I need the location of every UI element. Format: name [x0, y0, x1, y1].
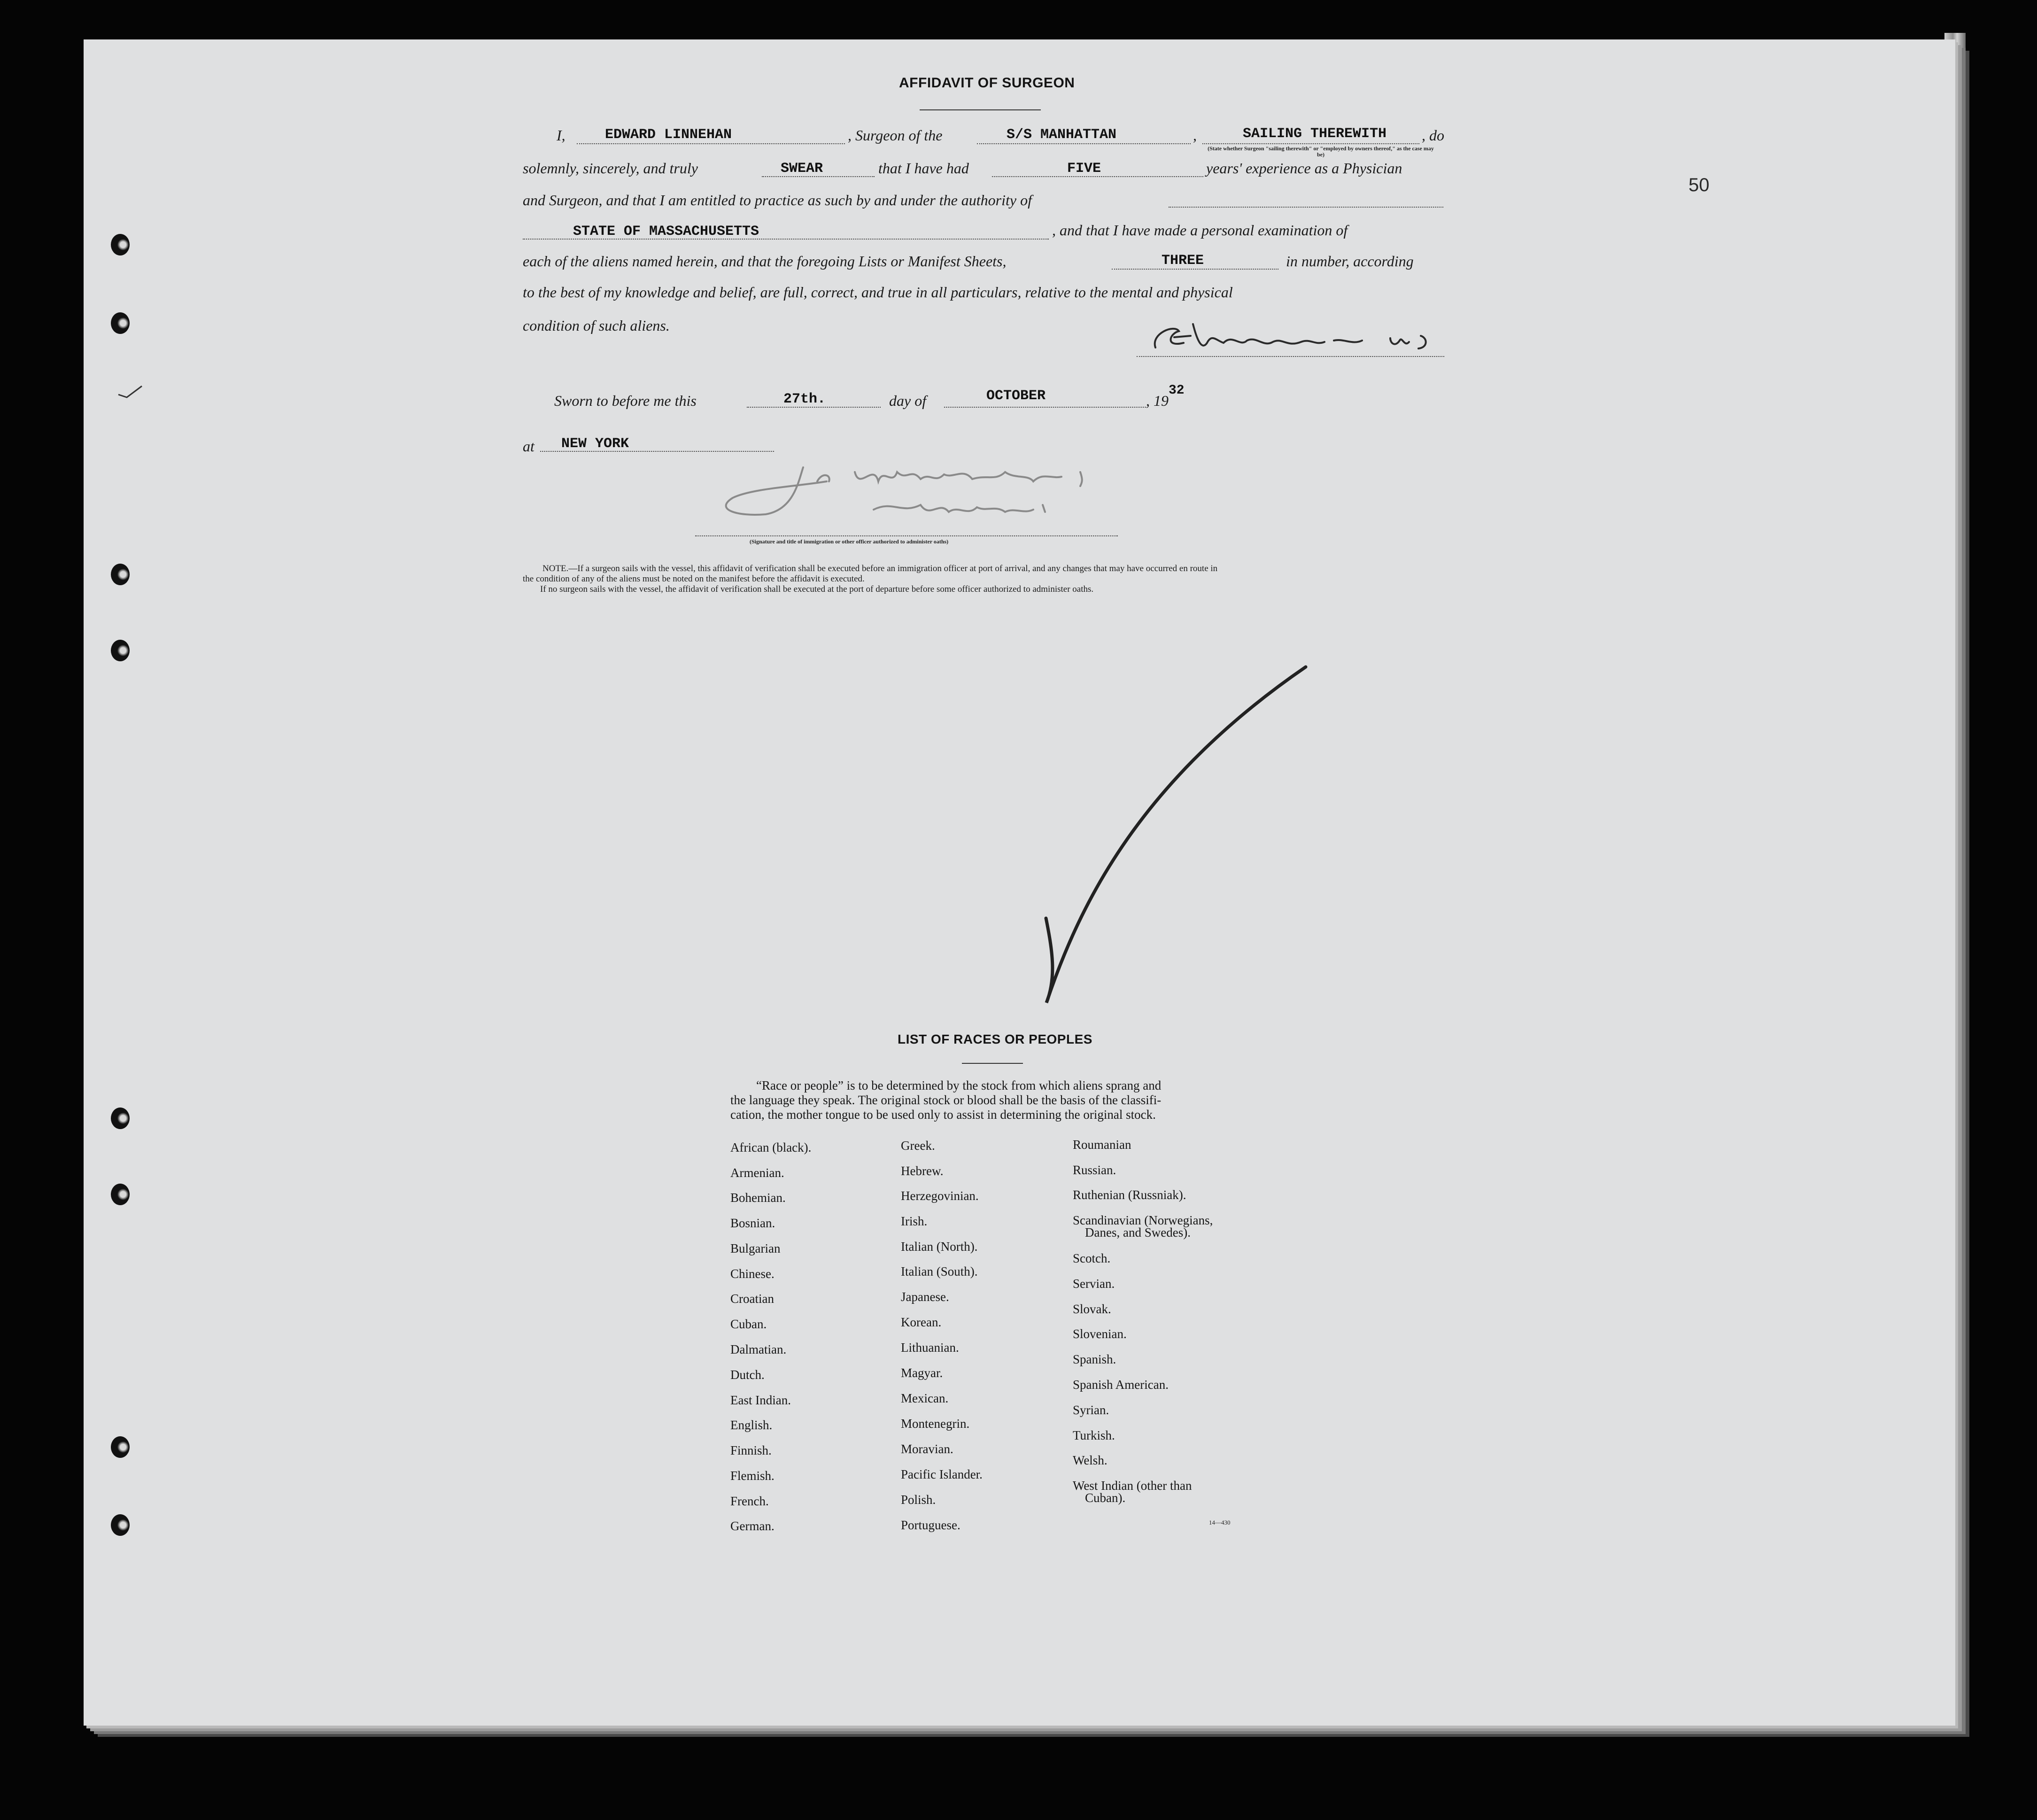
field-line	[1169, 207, 1443, 208]
race-item: Scandinavian (Norwegians,	[1073, 1213, 1213, 1227]
race-item: French.	[730, 1494, 769, 1508]
race-item: Slovak.	[1073, 1302, 1111, 1316]
race-item: Portuguese.	[901, 1518, 960, 1532]
officer-signature	[658, 453, 1188, 535]
year-field: 32	[1169, 383, 1185, 398]
race-item: Syrian.	[1073, 1403, 1109, 1417]
race-item: West Indian (other than	[1073, 1479, 1192, 1493]
binder-hole	[111, 1436, 130, 1458]
race-item: Ruthenian (Russniak).	[1073, 1188, 1186, 1202]
race-item: Welsh.	[1073, 1453, 1108, 1467]
affidavit-text: each of the aliens named herein, and that the foregoing Lists or Manifest Sheets,	[523, 253, 1007, 270]
race-item: Korean.	[901, 1315, 942, 1329]
signature-line	[695, 535, 1118, 536]
race-item: Servian.	[1073, 1277, 1115, 1291]
affidavit-text: in number, according	[1286, 253, 1414, 270]
race-item: Italian (North).	[901, 1239, 978, 1254]
race-item: Mexican.	[901, 1391, 949, 1405]
sheets-field: THREE	[1162, 253, 1204, 269]
race-item: Magyar.	[901, 1366, 943, 1380]
race-item: Hebrew.	[901, 1164, 944, 1178]
race-item: Herzegovinian.	[901, 1189, 979, 1203]
authority-field: STATE OF MASSACHUSETTS	[573, 224, 759, 240]
race-item: Spanish.	[1073, 1352, 1116, 1366]
race-item: Chinese.	[730, 1267, 775, 1281]
binder-hole	[111, 640, 130, 661]
field-line	[944, 407, 1146, 408]
affidavit-text: , do	[1422, 127, 1444, 144]
note-line-3: If no surgeon sails with the vessel, the affidavit of verification shall be executed at the port of departure before some officer authorized to administer oaths.	[540, 584, 1094, 594]
oath-field: SWEAR	[781, 161, 823, 177]
field-line	[747, 407, 881, 408]
race-item: Russian.	[1073, 1163, 1116, 1177]
officer-caption: (Signature and title of immigration or other officer authorized to administer oaths)	[750, 538, 949, 545]
races-intro-2: the language they speak. The original stock or blood shall be the basis of the classifi-	[730, 1093, 1162, 1107]
sworn-text: , 19	[1146, 392, 1169, 409]
binder-hole	[111, 234, 130, 256]
race-item: Flemish.	[730, 1469, 775, 1483]
race-item: Roumanian	[1073, 1138, 1131, 1152]
surgeon-name-field: EDWARD LINNEHAN	[605, 127, 732, 143]
affidavit-title: AFFIDAVIT OF SURGEON	[899, 75, 1075, 91]
affidavit-text: ,	[1193, 127, 1197, 144]
surgeon-signature	[1146, 315, 1447, 362]
race-item: Turkish.	[1073, 1428, 1115, 1442]
field-line	[1202, 143, 1419, 144]
race-item: German.	[730, 1519, 775, 1533]
affidavit-text: , and that I have made a personal examination of	[1052, 222, 1348, 239]
signature-line	[1137, 356, 1444, 357]
title-rule	[920, 109, 1041, 110]
sworn-text: Sworn to before me this	[554, 392, 697, 409]
form-code: 14—430	[1209, 1519, 1231, 1526]
race-item: Cuban.	[730, 1317, 767, 1331]
race-item: Japanese.	[901, 1290, 949, 1304]
race-item: Polish.	[901, 1493, 936, 1507]
races-intro-1: “Race or people” is to be determined by the stock from which aliens sprang and	[756, 1078, 1162, 1092]
race-item: Lithuanian.	[901, 1340, 959, 1355]
field-line	[762, 176, 875, 177]
day-field: 27th.	[783, 391, 826, 407]
affidavit-text: that I have had	[878, 160, 969, 177]
month-field: OCTOBER	[986, 388, 1046, 404]
binder-hole	[111, 564, 130, 585]
years-field: FIVE	[1067, 161, 1101, 177]
race-item: Italian (South).	[901, 1264, 978, 1278]
affidavit-text: and Surgeon, and that I am entitled to practice as such by and under the authority of	[523, 192, 1032, 209]
affidavit-text: condition of such aliens.	[523, 317, 670, 334]
race-item: Greek.	[901, 1138, 935, 1153]
race-item: Pacific Islander.	[901, 1467, 983, 1481]
race-item: English.	[730, 1418, 773, 1432]
race-item: Bulgarian	[730, 1241, 781, 1255]
title-rule	[962, 1063, 1023, 1064]
page-number: 50	[1688, 175, 1710, 195]
check-mark	[1024, 658, 1315, 1015]
race-item: Moravian.	[901, 1442, 953, 1456]
place-field: NEW YORK	[561, 436, 629, 452]
field-line	[992, 176, 1203, 177]
race-item: African (black).	[730, 1140, 812, 1154]
race-item: Scotch.	[1073, 1251, 1111, 1265]
field-line	[523, 239, 1049, 240]
field-line	[540, 451, 774, 452]
binder-hole	[111, 1107, 130, 1129]
field-line	[1112, 269, 1278, 270]
note-line-1: NOTE.—If a surgeon sails with the vessel, this affidavit of verification shall be executed before an immigration officer at port of arrival, and any changes that may have occurred en route in	[542, 564, 1218, 573]
races-intro-3: cation, the mother tongue to be used only to assist in determining the original stock.	[730, 1107, 1156, 1122]
status-hint: (State whether Surgeon "sailing therewith" or "employed by owners thereof," as the case may be)	[1208, 145, 1434, 158]
binder-hole	[111, 312, 130, 334]
binder-hole	[111, 1184, 130, 1205]
race-item: Croatian	[730, 1292, 774, 1306]
note-line-2: the condition of any of the aliens must be noted on the manifest before the affidavit is executed.	[523, 574, 865, 584]
field-line	[977, 143, 1191, 144]
race-item: Bohemian.	[730, 1191, 786, 1205]
race-item: Montenegrin.	[901, 1417, 970, 1431]
vessel-field: S/S MANHATTAN	[1007, 127, 1117, 143]
race-item: Cuban).	[1085, 1491, 1126, 1505]
race-item: Danes, and Swedes).	[1085, 1225, 1191, 1239]
affidavit-text: I,	[557, 127, 565, 144]
status-field: SAILING THEREWITH	[1243, 126, 1387, 142]
race-item: Dalmatian.	[730, 1342, 787, 1356]
race-item: East Indian.	[730, 1393, 791, 1407]
races-title: LIST OF RACES OR PEOPLES	[898, 1032, 1092, 1046]
affidavit-text: years' experience as a Physician	[1206, 160, 1402, 177]
margin-tick	[117, 384, 143, 398]
race-item: Slovenian.	[1073, 1327, 1127, 1341]
sworn-text: day of	[889, 392, 927, 409]
field-line	[577, 143, 845, 144]
race-item: Spanish American.	[1073, 1378, 1169, 1392]
binder-hole	[111, 1514, 130, 1536]
race-item: Finnish.	[730, 1443, 772, 1457]
at-text: at	[523, 438, 534, 455]
race-item: Bosnian.	[730, 1216, 775, 1230]
race-item: Dutch.	[730, 1368, 765, 1382]
affidavit-text: solemnly, sincerely, and truly	[523, 160, 698, 177]
affidavit-text: to the best of my knowledge and belief, are full, correct, and true in all particulars, relative to the mental and physical	[523, 284, 1233, 301]
race-item: Armenian.	[730, 1166, 784, 1180]
affidavit-text: , Surgeon of the	[848, 127, 943, 144]
race-item: Irish.	[901, 1214, 928, 1228]
